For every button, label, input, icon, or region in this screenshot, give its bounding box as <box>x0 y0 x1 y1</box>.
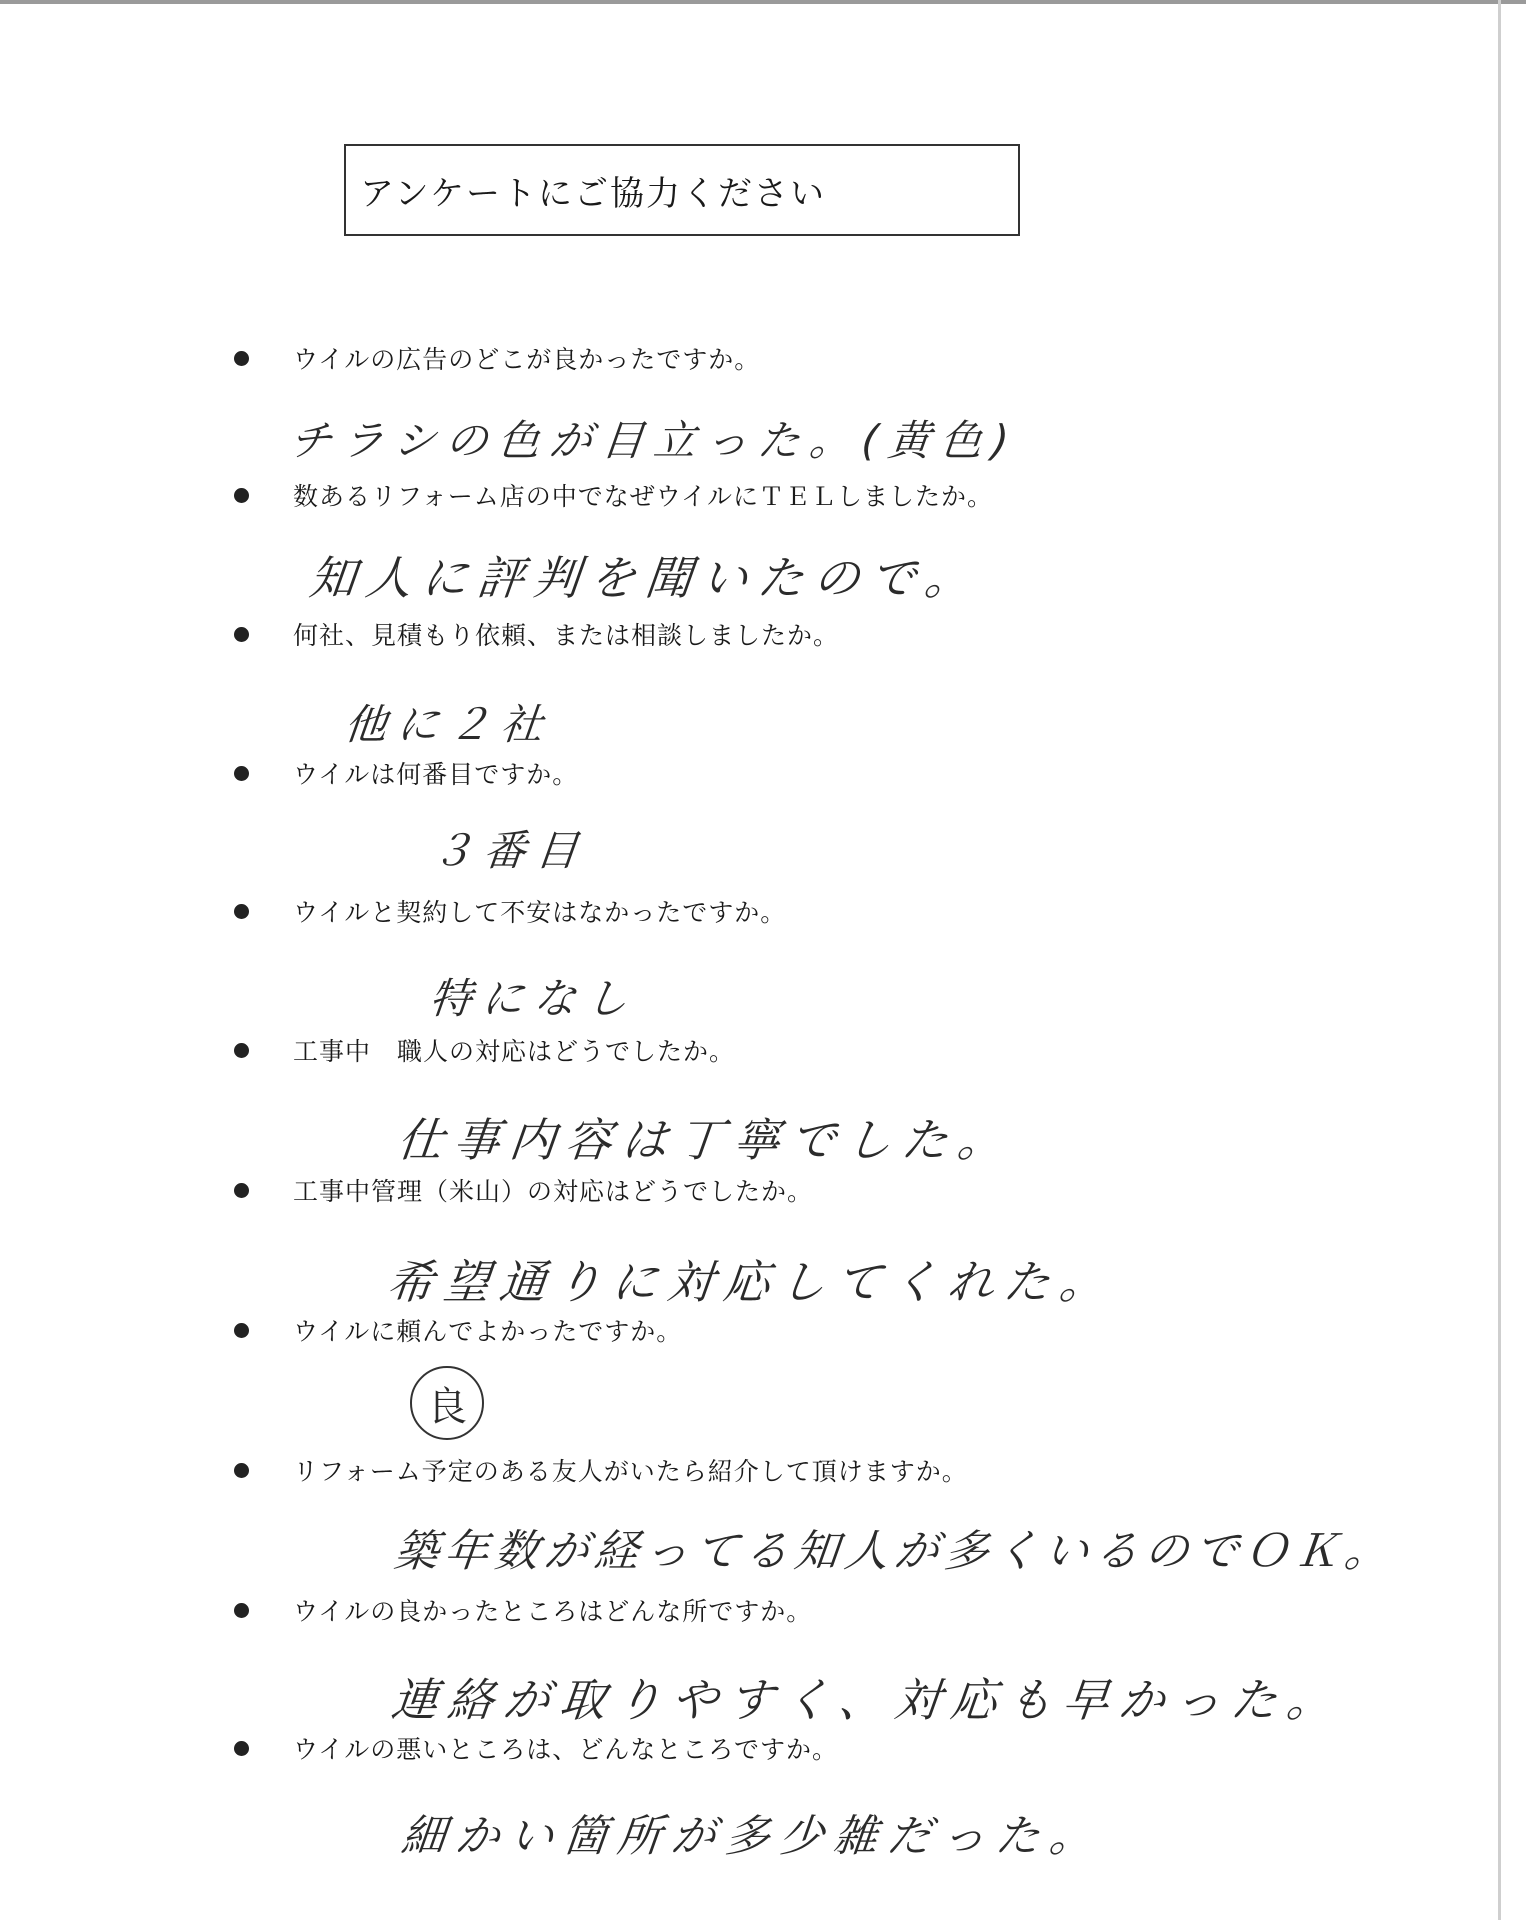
bullet-icon <box>234 1463 249 1478</box>
survey-title <box>344 144 1020 236</box>
question-8 <box>234 1310 1434 1350</box>
answer-9: 築年数が経ってる知人が多くいるのでＯＫ。 <box>391 1526 1398 1577</box>
answer-1: チラシの色が目立った。(黄色) <box>287 416 1022 465</box>
survey-title-text: アンケートにご協力ください <box>360 173 826 214</box>
answer-8: 良 <box>427 1383 467 1430</box>
answer-8-circled <box>410 1366 484 1440</box>
question-text: ウイルと契約して不安はなかったですか。 <box>293 898 787 927</box>
bullet-icon <box>234 1183 249 1198</box>
question-10 <box>234 1590 1434 1630</box>
question-3 <box>234 614 1434 654</box>
question-7 <box>234 1170 1434 1210</box>
answer-10: 連絡が取りやすく、対応も早かった。 <box>388 1673 1346 1727</box>
scan-edge-right <box>1498 0 1501 1920</box>
question-text: 工事中 職人の対応はどうでしたか。 <box>293 1037 736 1066</box>
answer-4: ３番目 <box>429 826 591 875</box>
bullet-icon <box>234 351 249 366</box>
question-11 <box>234 1728 1434 1768</box>
question-text: リフォーム予定のある友人がいたら紹介して頂けますか。 <box>293 1457 968 1486</box>
bullet-icon <box>234 1043 249 1058</box>
bullet-icon <box>234 904 249 919</box>
answer-11: 細かい箇所が多少雑だった。 <box>398 1811 1107 1862</box>
question-6 <box>234 1030 1434 1070</box>
question-1 <box>234 338 1434 378</box>
bullet-icon <box>234 1603 249 1618</box>
question-5 <box>234 891 1434 931</box>
question-2 <box>234 475 1434 515</box>
answer-7: 希望通りに対応してくれた。 <box>384 1255 1119 1309</box>
question-9 <box>234 1450 1434 1490</box>
answer-3: 他に２社 <box>342 700 556 749</box>
bullet-icon <box>234 488 249 503</box>
question-text: 工事中管理（米山）の対応はどうでしたか。 <box>293 1177 814 1206</box>
answer-6: 仕事内容は丁寧でした。 <box>394 1113 1017 1167</box>
question-text: ウイルの悪いところは、どんなところですか。 <box>293 1735 839 1764</box>
question-text: ウイルに頼んでよかったですか。 <box>293 1317 683 1346</box>
bullet-icon <box>234 766 249 781</box>
bullet-icon <box>234 1323 249 1338</box>
question-text: 何社、見積もり依頼、または相談しましたか。 <box>293 621 840 650</box>
question-text: ウイルの良かったところはどんな所ですか。 <box>293 1597 813 1626</box>
question-text: ウイルは何番目ですか。 <box>293 760 579 789</box>
question-text: 数あるリフォーム店の中でなぜウイルにＴＥＬしましたか。 <box>293 482 994 511</box>
answer-5: 特になし <box>427 974 641 1023</box>
scan-edge-top <box>0 0 1526 4</box>
question-4 <box>234 753 1434 793</box>
bullet-icon <box>234 1741 249 1756</box>
bullet-icon <box>234 627 249 642</box>
question-text: ウイルの広告のどこが良かったですか。 <box>293 345 761 374</box>
answer-2: 知人に評判を聞いたので。 <box>306 551 984 605</box>
